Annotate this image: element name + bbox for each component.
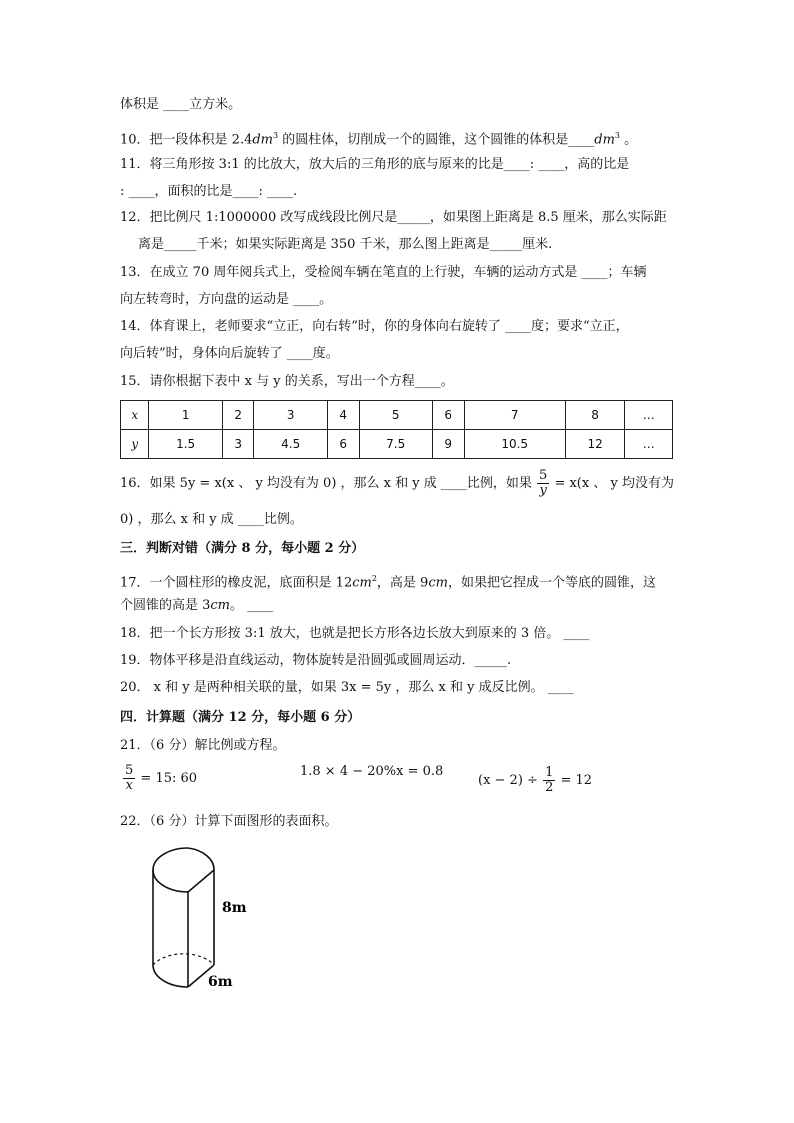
table-cell: 1.5 — [149, 430, 222, 459]
q10-text-c: 。 — [620, 132, 638, 148]
unit-dm: dm — [594, 132, 615, 148]
q17-text-a: 17．一个圆柱形的橡皮泥，底面积是 12 — [120, 575, 353, 591]
fraction-5-over-x: $\frac{5}{x}$ — [125, 763, 134, 793]
question-11-line2: : ____，面积的比是____: ____. — [120, 184, 298, 199]
question-20: 20． x 和 y 是两种相关联的量，如果 3x = 5y ，那么 x 和 y 成反比例。 ____ — [120, 680, 574, 695]
table-cell: 5 — [359, 401, 432, 430]
table-cell: 7 — [464, 401, 565, 430]
table-cell: 1 — [149, 401, 222, 430]
equation-3 — [478, 766, 592, 795]
table-cell: 8 — [565, 401, 625, 430]
height-label: 8m — [222, 900, 247, 916]
q10-text-a: 10．把一段体积是 2.4 — [120, 132, 253, 148]
question-15: 15．请你根据下表中 x 与 y 的关系，写出一个方程____。 — [120, 374, 454, 389]
q17-text-d: 个圆锥的高是 3 — [120, 598, 211, 613]
question-11-line1: 11．将三角形按 3:1 的比放大，放大后的三角形的底与原来的比是____: ____，高的比是 — [120, 157, 630, 172]
question-13-line1: 13．在成立 70 周年阅兵式上，受检阅车辆在笔直的上行驶，车辆的运动方式是 ____；车辆 — [120, 265, 647, 280]
question-12-line1: 12．把比例尺 1:1000000 改写成线段比例尺是_____，如果图上距离是 8.5 厘米，那么实际距 — [120, 210, 667, 225]
q16-text-b: = x(x 、 y 均没有为 — [554, 476, 674, 491]
table-cell: … — [625, 401, 673, 430]
question-14-line2: 向后转”时，身体向后旋转了 ____度。 — [120, 346, 339, 361]
table-cell: 3 — [254, 401, 327, 430]
table-cell: 10.5 — [464, 430, 565, 459]
table-cell: … — [625, 430, 673, 459]
table-cell: x — [121, 401, 149, 430]
q16-text-a: 16．如果 5y = x(x 、 y 均没有为 0) ，那么 x 和 y 成 ____比例，如果 — [120, 476, 532, 491]
diameter-label: 6m — [208, 974, 233, 990]
table-cell: 3 — [222, 430, 254, 459]
table-cell: 4 — [327, 401, 359, 430]
q17-text-b: ，高是 9 — [376, 575, 429, 591]
table-cell: 9 — [432, 430, 464, 459]
table-cell: 2 — [222, 401, 254, 430]
equation-3-right: = 12 — [560, 773, 593, 788]
question-10: 10．把一段体积是 $2.4dm^3$ 的圆柱体，切削成一个的圆锥，这个圆锥的体积是$\_\_\_\_dm^3$ 。 — [120, 131, 638, 148]
table-cell: 6 — [432, 401, 464, 430]
equation-3-left: (x − 2) ÷ — [478, 773, 538, 788]
table-row — [121, 430, 673, 459]
question-16-line2: 0) ，那么 x 和 y 成 ____比例。 — [120, 512, 303, 527]
question-14-line1: 14．体育课上，老师要求“立正，向右转”时，你的身体向右旋转了 ____度；要求“立正， — [120, 319, 629, 334]
xy-table — [120, 400, 673, 459]
half-cylinder-figure — [140, 840, 270, 1000]
question-12-line2: 离是_____千米；如果实际距离是 350 千米，那么图上距离是_____厘米. — [138, 237, 553, 252]
q9-tail: 体积是 ____立方米。 — [120, 97, 242, 112]
equation-1-rest: = 15: 60 — [140, 771, 198, 786]
q17-text-e: 。 ____ — [230, 598, 274, 613]
q10-text-b: 的圆柱体，切削成一个的圆锥，这个圆锥的体积是____ — [278, 132, 595, 148]
question-18: 18．把一个长方形按 3:1 放大，也就是把长方形各边长放大到原来的 3 倍。 ____ — [120, 626, 590, 641]
equation-2: 1.8 × 4 − 20%x = 0.8 — [300, 764, 444, 779]
table-cell: y — [121, 430, 149, 459]
unit-dm: dm — [252, 132, 274, 148]
question-22: 22．（6 分）计算下面图形的表面积。 — [120, 814, 338, 829]
table-cell: 7.5 — [359, 430, 432, 459]
question-17-line2 — [120, 597, 273, 615]
section-4-heading: 四．计算题（满分 12 分，每小题 6 分） — [120, 710, 361, 725]
section-3-heading: 三．判断对错（满分 8 分，每小题 2 分） — [120, 541, 365, 556]
question-13-line2: 向左转弯时，方向盘的运动是 ____。 — [120, 292, 333, 307]
unit-cm: cm — [428, 575, 448, 591]
table-cell: 6 — [327, 430, 359, 459]
table-cell: 12 — [565, 430, 625, 459]
question-21: 21．（6 分）解比例或方程。 — [120, 738, 286, 753]
question-17-line1: 17．一个圆柱形的橡皮泥，底面积是 $12cm^2$，高是 9cm，如果把它捏成一个等底的圆锥，这 — [120, 574, 656, 591]
unit-cm: cm — [352, 575, 372, 591]
table-cell: 4.5 — [254, 430, 327, 459]
table-row — [121, 401, 673, 430]
question-19: 19．物体平移是沿直线运动，物体旋转是沿圆弧或圆周运动．_____. — [120, 653, 512, 668]
unit-cm: cm — [210, 598, 231, 613]
equation-1 — [122, 764, 197, 793]
fraction-1-over-2: $\frac{1}{2}$ — [545, 765, 554, 795]
question-16-line1 — [120, 469, 674, 498]
fraction-5-over-y: $\frac{5}{y}$ — [539, 468, 548, 498]
q17-text-c: ，如果把它捏成一个等底的圆锥，这 — [447, 575, 656, 591]
